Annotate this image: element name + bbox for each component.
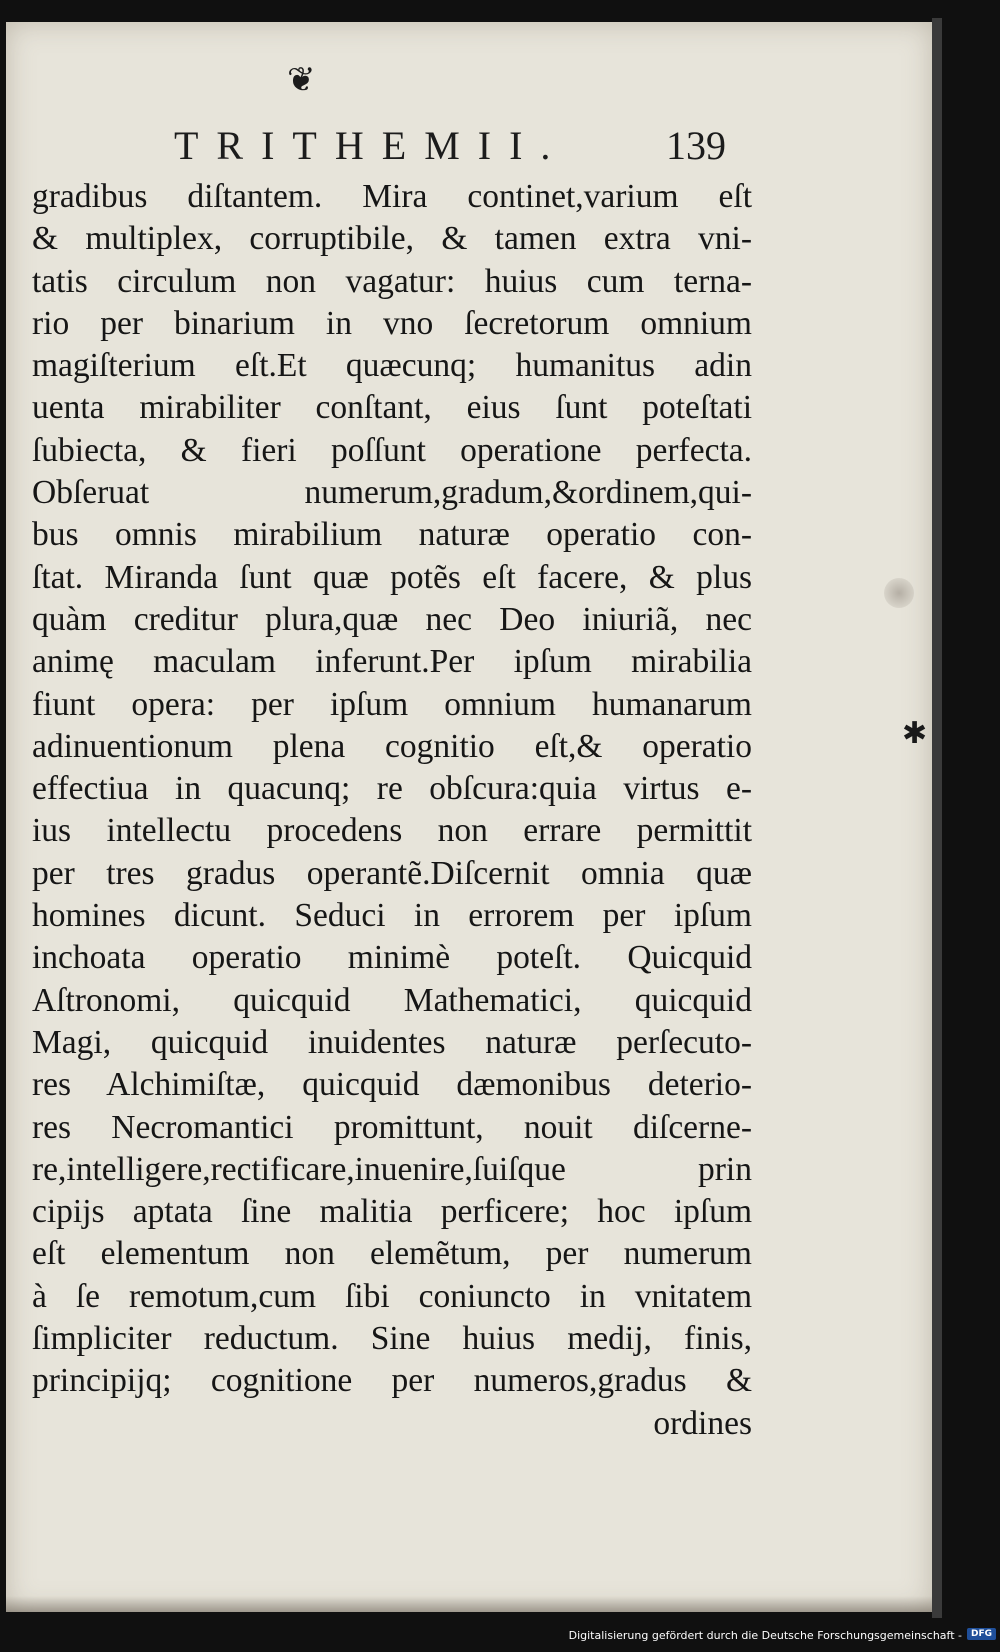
text-line: res Alchimiſtæ, quicquid dæmonibus deterio- xyxy=(32,1066,752,1104)
text-line: principijq; cognitione per numeros,gradus & xyxy=(32,1362,752,1400)
text-line: Obſeruat numerum,gradum,&ordinem,qui- xyxy=(32,474,752,512)
text-line: ſimpliciter reductum. Sine huius medij, finis, xyxy=(32,1320,752,1358)
book-edge xyxy=(932,18,942,1618)
text-line: ſubiecta, & fieri poſſunt operatione perfecta. xyxy=(32,431,752,469)
funding-notice: Digitalisierung gefördert durch die Deutsche Forschungsgemeinschaft - xyxy=(568,1629,962,1642)
text-line: homines dicunt. Seduci in errorem per ipſum xyxy=(32,897,752,935)
text-line: fiunt opera: per ipſum omnium humanarum xyxy=(32,685,752,723)
book-page xyxy=(6,22,932,1612)
ink-speck-icon: ✱ xyxy=(902,716,928,751)
text-line: eſt elementum non elemẽtum, per numerum xyxy=(32,1235,752,1273)
text-line: quàm creditur plura,quæ nec Deo iniuriã, nec xyxy=(32,600,752,638)
text-line: res Necromantici promittunt, nouit diſcerne- xyxy=(32,1108,752,1146)
running-header: TRITHEMII. xyxy=(174,123,569,168)
catchword: ordines xyxy=(653,1404,752,1442)
text-line: effectiua in quacunq; re obſcura:quia virtus e- xyxy=(32,770,752,808)
text-line: gradibus diſtantem. Mira continet,varium eſt xyxy=(32,178,752,215)
body-text xyxy=(32,176,752,1445)
text-line: rio per binarium in vno ſecretorum omnium xyxy=(32,304,752,342)
text-line: tatis circulum non vagatur: huius cum terna- xyxy=(32,262,752,300)
text-line: ſtat. Miranda ſunt quæ potẽs eſt facere, & plus xyxy=(32,558,752,596)
text-line: uenta mirabiliter conſtant, eius ſunt poteſtati xyxy=(32,389,752,427)
text-line: & multiplex, corruptibile, & tamen extra vni- xyxy=(32,220,752,258)
text-line: Magi, quicquid inuidentes naturæ perſecuto- xyxy=(32,1023,752,1061)
text-line: magiſterium eſt.Et quæcunq; humanitus adin xyxy=(32,347,752,385)
text-line: ius intellectu procedens non errare permittit xyxy=(32,812,752,850)
dfg-logo-icon: DFG xyxy=(967,1628,996,1640)
text-line: Aſtronomi, quicquid Mathematici, quicquid xyxy=(32,981,752,1019)
fleuron-ornament-icon: ❦ xyxy=(287,60,316,100)
text-line: cipijs aptata ſine malitia perficere; hoc ipſum xyxy=(32,1193,752,1231)
paper-stain xyxy=(884,578,914,608)
text-line: per tres gradus operantẽ.Diſcernit omnia quæ xyxy=(32,854,752,892)
text-line: bus omnis mirabilium naturæ operatio con- xyxy=(32,516,752,554)
text-line: adinuentionum plena cognitio eſt,& operatio xyxy=(32,727,752,765)
text-line: animę maculam inferunt.Per ipſum mirabilia xyxy=(32,643,752,681)
page-number: 139 xyxy=(666,123,726,168)
text-line: re,intelligere,rectificare,inuenire,ſuiſque prin xyxy=(32,1150,752,1188)
text-line: à ſe remotum,cum ſibi coniuncto in vnitatem xyxy=(32,1277,752,1315)
text-line: inchoata operatio minimè poteſt. Quicquid xyxy=(32,939,752,977)
